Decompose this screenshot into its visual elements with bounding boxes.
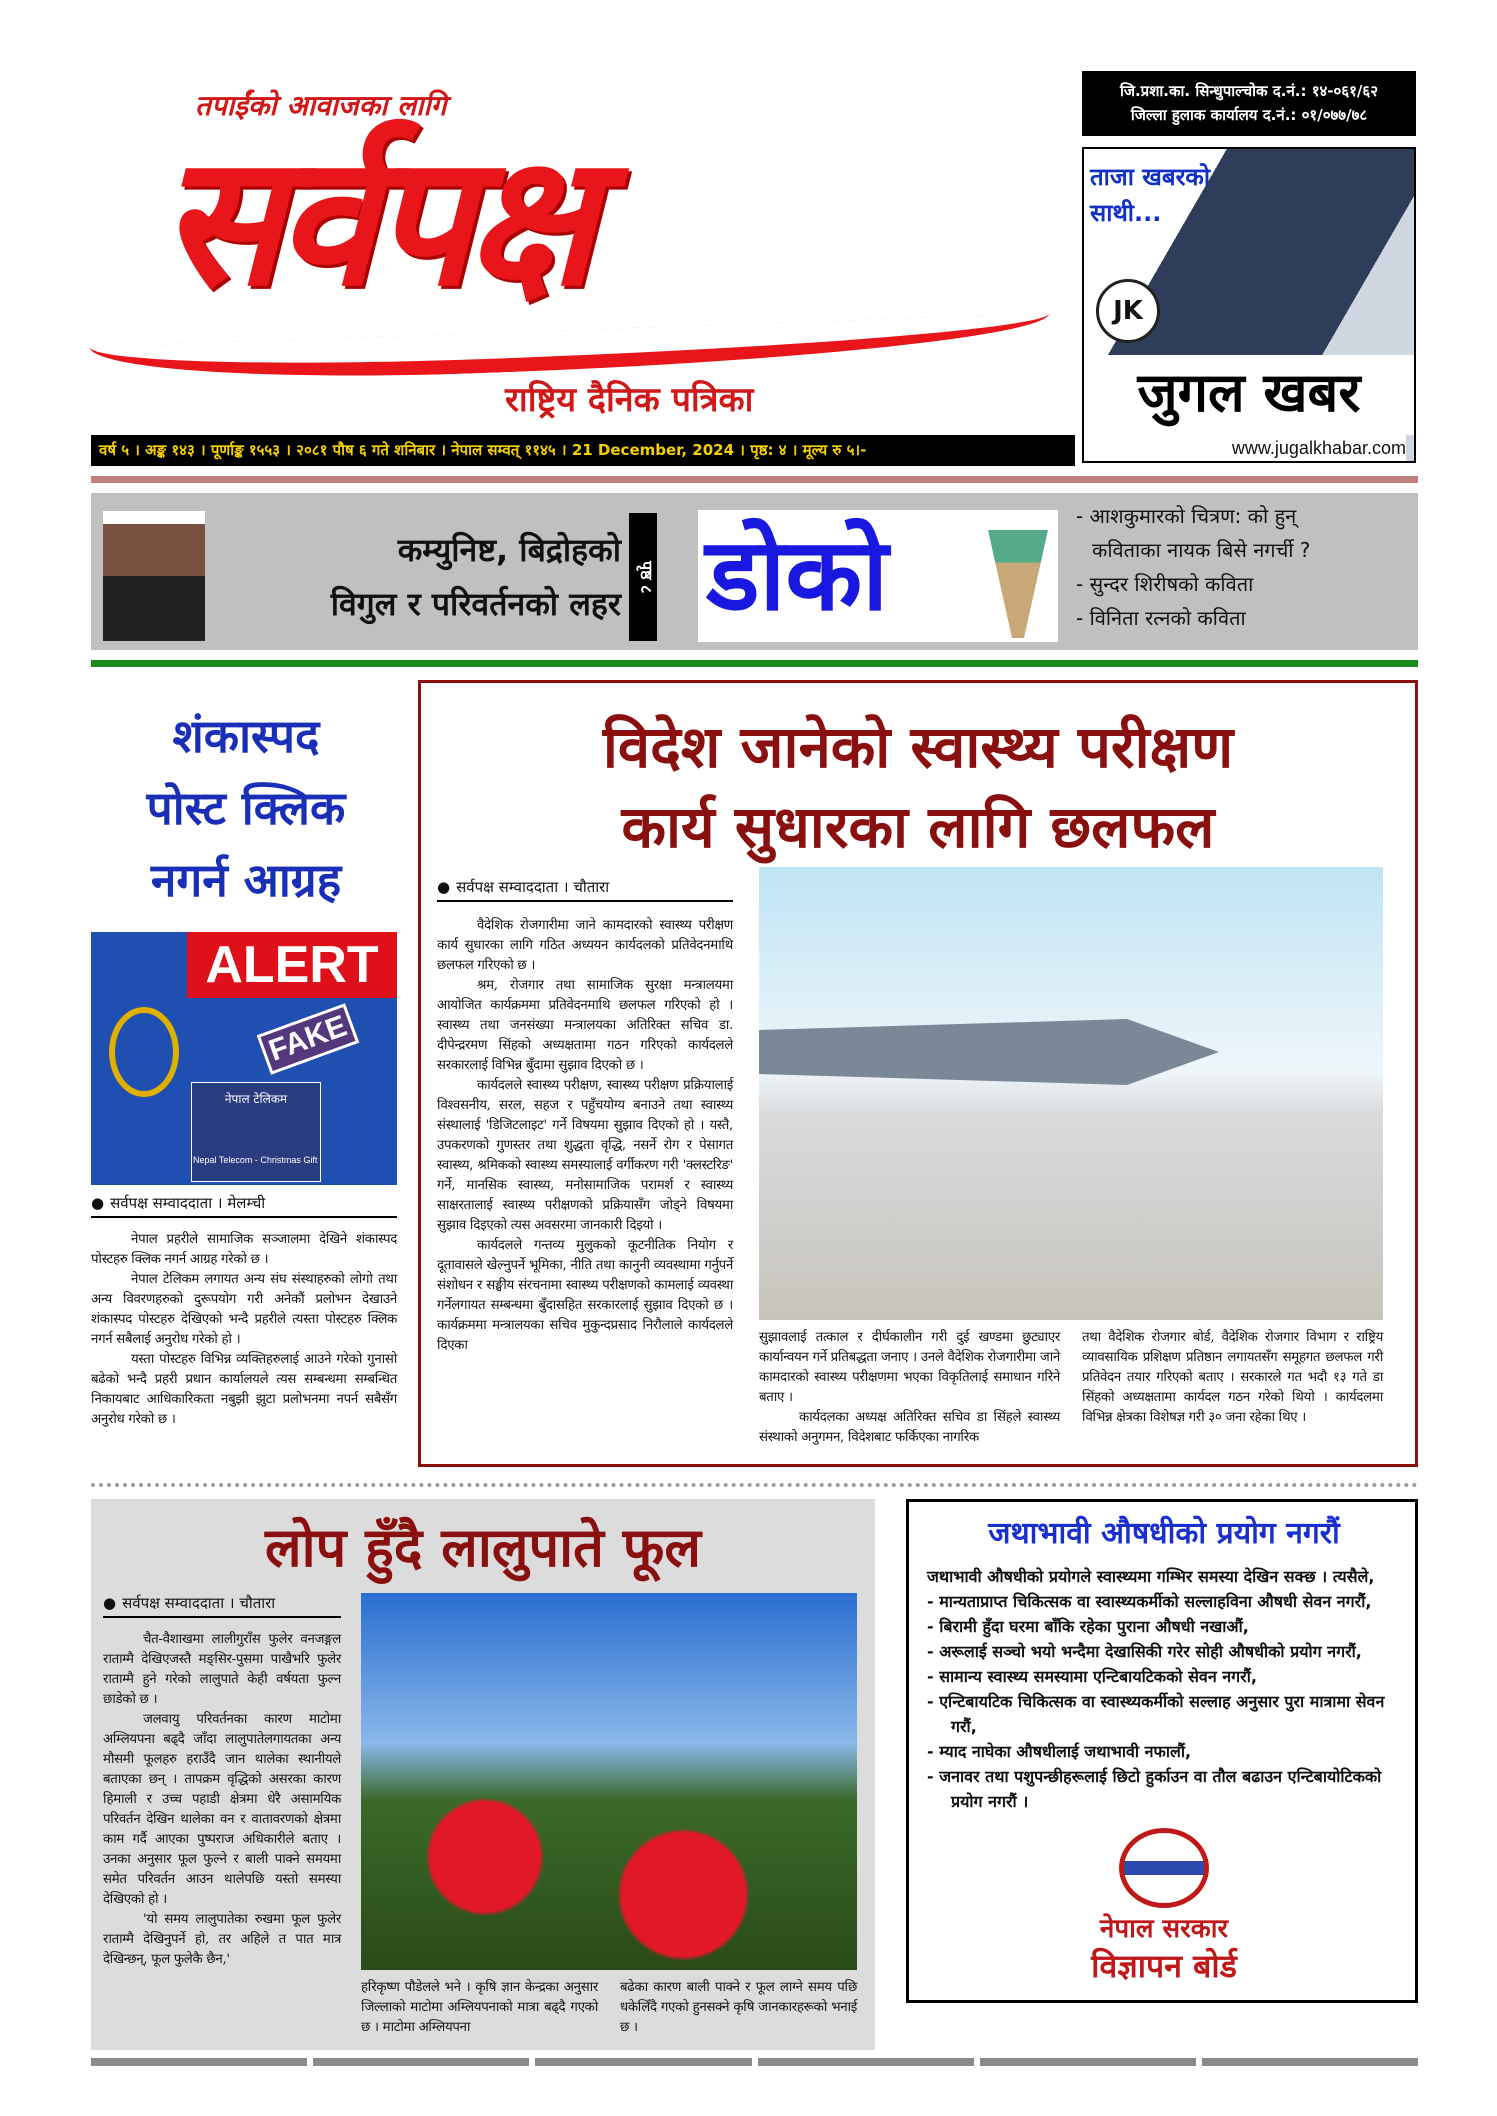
left-story-headline[interactable]: शंकास्पद पोस्ट क्लिक नगर्न आग्रह xyxy=(146,709,346,907)
migrant-workers-illustration xyxy=(759,867,1383,1320)
fake-post-card: नेपाल टेलिकम xyxy=(191,1082,321,1182)
promo-band xyxy=(91,493,1418,650)
bottom-story xyxy=(91,1499,875,2050)
ad-brand-name: जुगल खबर xyxy=(1084,355,1414,435)
ad-item: - सामान्य स्वास्थ्य समस्यामा एन्टिबायटिकको सेवन नगरौं, xyxy=(927,1667,1257,1686)
masthead-subtitle: राष्ट्रिय दैनिक पत्रिका xyxy=(505,380,754,420)
bottom-row xyxy=(91,1499,1418,2050)
issue-info-bar: वर्ष ५ । अङ्क १४३ । पूर्णाङ्क १५५३ । २०८१ पौष ६ गते शनिबार । नेपाल सम्वत् ११४५ । 21 December, 2024 । पृष्ठ: ४ । मूल्य रु ५।- xyxy=(91,435,1075,466)
main-story-byline: ● सर्वपक्ष सम्वाददाता । चौतारा xyxy=(437,877,733,902)
ad-url[interactable]: www.jugalkhabar.com xyxy=(1084,435,1406,461)
registration-line: जिल्ला हुलाक कार्यालय द.नं.: ०१/०७७/७८ xyxy=(1130,106,1368,124)
jugal-khabar-ad[interactable] xyxy=(1082,147,1416,463)
bottom-story-col1: चैत-वैशाखमा लालीगुराँस फुलेर वनजङ्गल राताम्मै देखिएजस्तै मङ्सिर-पुसमा पाखैभरि फुलेर राताम्मै हुने गरेको लालुपाते केही वर्षयता फुल्न छाडेको छ । जलवायु परिवर्तनका कारण माटोमा अम्लियपना बढ्दै जाँदा लालुपातेलगायतका अन्य मौसमी फूलहरु हराउँदै जान थालेका स्थानीयले बताएका छन् । तापक्रम वृद्धिको असरका कारण हिमाली र उच्च पहाडी क्षेत्रमा धेरै असामयिक परिवर्तन देखिन थालेका वन र वातावरणको क्षेत्रमा काम गर्दै आएका पुष्पराज अधिकारीले बताए । उनका अनुसार फूल फुल्ने र बाली पाक्ने समयमा समेत परिवर्तन आउन थालेपछि यस्तो समस्या देखिएको हो । 'यो समय लालुपातेका रुखमा फूल फुलेर राताम्मै देखिनुपर्ने हो, तर अहिले त पात मात्र देखिन्छन्, फूल फुलेकै छैन,' xyxy=(103,1632,341,1967)
airplane-illustration xyxy=(759,997,1219,1107)
ad-item: - मान्यताप्राप्त चिकित्सक वा स्वास्थ्यकर्मीको सल्लाहविना औषधी सेवन नगरौं, xyxy=(927,1592,1372,1611)
poinsettia-photo xyxy=(361,1593,857,1970)
promo-item[interactable]: कविताका नायक बिसे नगर्ची ? xyxy=(1092,538,1311,562)
ad-item: - म्याद नाघेका औषधीलाई जथाभावी नफालौं, xyxy=(927,1742,1192,1761)
doko-logo: डोको xyxy=(698,510,1058,642)
promo-headline[interactable]: कम्युनिष्ट, बिद्रोहको विगुल र परिवर्तनको लहर xyxy=(330,531,621,623)
main-story-col3: तथा वैदेशिक रोजगार बोर्ड, वैदेशिक रोजगार विभाग र राष्ट्रिय व्यावसायिक प्रशिक्षण प्रतिष्ठान लगायतसँग समूहगत छलफल गरी प्रतिवेदन तयार गरिएको बताए । सरकारले गत भदौ १३ गते डा सिंहको अध्यक्षतामा कार्यदल गठन गरेको थियो । कार्यदलमा विभिन्न क्षेत्रका विशेषज्ञ गरी ३० जना रहेका थिए । xyxy=(1082,1330,1383,1425)
divider xyxy=(91,476,1418,483)
section-divider xyxy=(91,1483,1418,1487)
main-story-col1: वैदेशिक रोजगारीमा जाने कामदारको स्वास्थ्य परीक्षण कार्य सुधारका लागि गठित अध्ययन कार्यदलको प्रतिवेदनमाथि छलफल गरिएको छ । श्रम, रोजगार तथा सामाजिक सुरक्षा मन्त्रालयमा आयोजित कार्यक्रममा प्रतिवेदनमाथि छलफल गरिएको हो । स्वास्थ्य तथा जनसंख्या मन्त्रालयका अतिरिक्त सचिव डा. दीपेन्द्ररमण सिंहको अध्यक्षतामा गठन गरिएको कार्यदलले सरकारलाई विभिन्न बुँदामा सुझाव दिएको छ । कार्यदलले स्वास्थ्य परीक्षण, स्वास्थ्य परीक्षण प्रक्रियालाई विश्वसनीय, सरल, सहज र पहुँचयोग्य बनाउने तथा स्वास्थ्य संस्थालाई 'डिजिटलाइट' गर्ने विषयमा सुझाव दिएको हो । यस्तै, उपकरणको गुणस्तर तथा शुद्धता वृद्धि, नसर्ने रोग र पेसागत स्वास्थ्य, श्रमिकको स्वास्थ्य समस्यालाई वर्गीकरण गरी 'क्लस्टरिङ' गर्ने, मानसिक स्वास्थ्य, मनोसामाजिक परामर्श र स्वास्थ्य साक्षरतालाई स्वास्थ्य परीक्षणको प्रक्रियासँग जोड्ने विषयमा सुझाव दिइएको त्यस अवसरमा जानकारी दिइयो । कार्यदलले गन्तव्य मुलुकको कूटनीतिक नियोग र दूतावासले खेल्नुपर्ने भूमिका, नीति तथा कानुनी व्यवस्थामा गर्नुपर्ने संशोधन र सङ्घीय संरचनामा स्वास्थ्य परीक्षणको कामलाई व्यवस्था गर्नेलगायत सम्बन्धमा बुँदासहित सरकारलाई सुझाव दिएको छ । कार्यक्रममा मन्त्रालयका सचिव मुकुन्दप्रसाद निरौलाले कार्यदलले दिएका xyxy=(437,918,733,1353)
promo-item[interactable]: - आशकुमारको चित्रण: को हुन् xyxy=(1076,504,1297,528)
footer-arrow-strip xyxy=(91,2058,1418,2066)
registration-box xyxy=(1082,71,1416,136)
ad-item: - एन्टिबायटिक चिकित्सक वा स्वास्थ्यकर्मीको सल्लाह अनुसार पुरा मात्रामा सेवन गरौं, xyxy=(927,1692,1385,1736)
nepal-government-emblem-icon xyxy=(1119,1828,1209,1908)
left-story xyxy=(91,680,401,1430)
basket-icon xyxy=(988,530,1048,638)
masthead xyxy=(0,0,1497,493)
police-emblem-icon xyxy=(109,1007,179,1097)
bottom-story-col2: हरिकृष्ण पौडेलले भने । कृषि ज्ञान केन्द्रका अनुसार जिल्लाको माटोमा अम्लियपनाको मात्रा बढ्दै गएको छ । माटोमा अम्लियपना xyxy=(361,1980,598,2035)
health-ad xyxy=(906,1499,1418,2003)
ad-slogan: ताजा खबरको साथी... xyxy=(1090,163,1211,227)
registration-line: जि.प्रशा.का. सिन्धुपाल्चोक द.नं.: १४-०६१/६२ xyxy=(1119,82,1379,100)
fake-stamp: FAKE xyxy=(257,1003,360,1075)
alert-image: ALERT FAKE नेपाल टेलिकम Nepal Telecom - Christmas Gift xyxy=(91,932,397,1185)
left-story-byline: ● सर्वपक्ष सम्वाददाता । मेलम्ची xyxy=(91,1193,397,1218)
left-story-body: नेपाल प्रहरीले सामाजिक सञ्जालमा देखिने शंकास्पद पोस्टहरु क्लिक नगर्न आग्रह गरेको छ । नेपाल टेलिकम लगायत अन्य संघ संस्थाहरुको लोगो तथा अन्य विवरणहरुको दुरूपयोग गरी अनेकौं प्रलोभन देखाउने शंकास्पद पोस्टहरु देखिएको भन्दै प्रहरीले त्यस्ता पोस्टहरु क्लिक नगर्न सबैलाई अनुरोध गरेको हो । यस्ता पोस्टहरु विभिन्न व्यक्तिहरुलाई आउने गरेको गुनासो बढेको भन्दै प्रहरी प्रधान कार्यालयले त्यस सम्बन्धमा सम्बन्धित निकायबाट आधिकारिकता नबुझी झुटा प्रलोभनमा नपर्न सबैसँग अनुरोध गरेको छ । xyxy=(91,1232,397,1427)
bottom-story-headline[interactable]: लोप हुँदै लालुपाते फूल xyxy=(265,1516,701,1579)
ad-item: - बिरामी हुँदा घरमा बाँकि रहेका पुराना औषधी नखाऔं, xyxy=(927,1617,1249,1636)
ad-item: - अरूलाई सञ्चो भयो भन्दैमा देखासिकी गरेर सोही औषधीको प्रयोग नगरौं, xyxy=(927,1642,1362,1661)
page-tag: पृष्ठ ८ xyxy=(629,513,657,641)
promo-item[interactable]: - विनिता रत्नको कविता xyxy=(1076,606,1246,630)
main-story xyxy=(418,680,1418,1467)
bottom-story-col3: बढेका कारण बाली पाक्ने र फूल लाग्ने समय पछि धकेलिँदै गएको हुनसक्ने कृषि जानकारहरूको भनाई छ । xyxy=(620,1980,857,2035)
bottom-story-byline: ● सर्वपक्ष सम्वाददाता । चौतारा xyxy=(103,1593,341,1618)
masthead-tagline: तपाईंको आवाजका लागि xyxy=(195,89,447,122)
card-caption: Nepal Telecom - Christmas Gift xyxy=(193,1155,318,1165)
ad-title: जथाभावी औषधीको प्रयोग नगरौं xyxy=(988,1516,1340,1551)
ad-government: नेपाल सरकार xyxy=(1099,1914,1229,1944)
top-stories-row xyxy=(91,680,1418,1467)
promo-item[interactable]: - सुन्दर शिरीषको कविता xyxy=(1076,572,1254,596)
newspaper-logo: सर्वपक्ष xyxy=(160,117,590,326)
ad-body: जथाभावी औषधीको प्रयोगले स्वास्थ्यमा गम्भिर समस्या देखिन सक्छ । त्यसैले, - मान्यताप्राप्त चिकित्सक वा स्वास्थ्यकर्मीको सल्लाहविना औषधी सेवन नगरौं, - बिरामी हुँदा घरमा बाँकि रहेका पुराना औषधी नखाऔं, - अरूलाई सञ्चो भयो भन्दैमा देखासिकी गरेर सोही औषधीको प्रयोग नगरौं, - सामान्य स्वास्थ्य समस्यामा एन्टिबायटिकको सेवन नगरौं, - एन्टिबायटिक चिकित्सक वा स्वास्थ्यकर्मीको सल्लाह अनुसार पुरा मात्रामा सेवन गरौं, - म्याद नाघेका औषधीलाई जथाभावी नफालौं, - जनावर तथा पशुपन्छीहरूलाई छिटो हुर्काउन वा तौल बढाउन एन्टिबायोटिकको प्रयोग नगरौं । xyxy=(927,1564,1401,1814)
ad-item: - जनावर तथा पशुपन्छीहरूलाई छिटो हुर्काउन वा तौल बढाउन एन्टिबायोटिकको प्रयोग नगरौं । xyxy=(927,1767,1382,1811)
divider xyxy=(91,660,1418,667)
promo-list xyxy=(1076,499,1416,635)
jk-logo-icon: JK xyxy=(1096,279,1160,343)
author-photo xyxy=(103,511,205,641)
main-story-col2: सुझावलाई तत्काल र दीर्घकालीन गरी दुई खण्डमा छुट्याएर कार्यान्वयन गर्ने प्रतिबद्धता जनाए । उनले वैदेशिक रोजगारीमा जाने कामदारको स्वास्थ्य परीक्षणमा भएका विकृतिलाई समाधान गरिने बताए । कार्यदलका अध्यक्ष अतिरिक्त सचिव डा सिंहले स्वास्थ्य संस्थाको अनुगमन, विदेशबाट फर्किएका नागरिक xyxy=(759,1330,1060,1445)
ad-board: विज्ञापन बोर्ड xyxy=(1091,1947,1237,1985)
main-story-headline[interactable]: विदेश जानेको स्वास्थ्य परीक्षण कार्य सुधारका लागि छलफल xyxy=(602,713,1234,861)
